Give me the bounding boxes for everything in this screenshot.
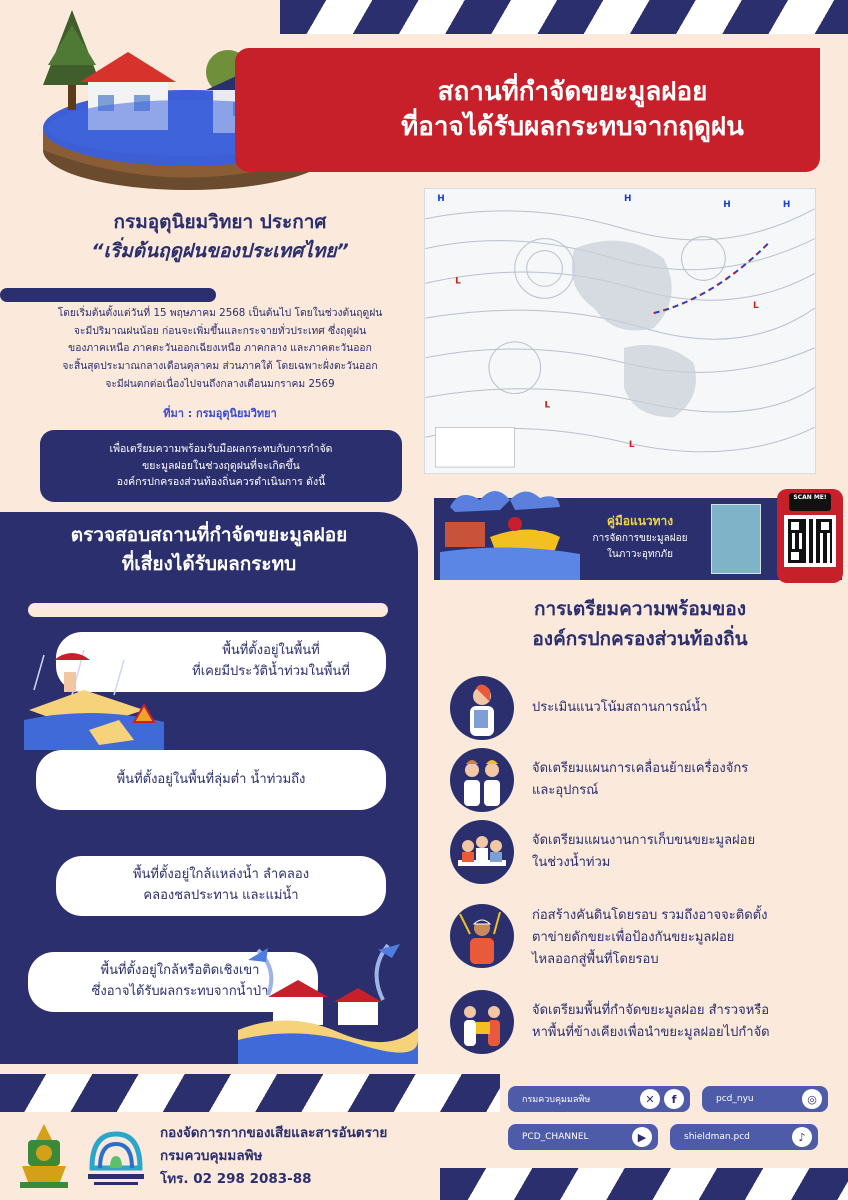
title-line-1: สถานที่กำจัดขยะมูลฝอย: [437, 76, 708, 107]
announcement-heading: [40, 208, 400, 265]
scan-me-label: SCAN ME!: [789, 493, 831, 511]
guide-title: คู่มือแนวทาง: [606, 514, 674, 528]
prep-item-text: [532, 898, 840, 978]
risk-heading-line-1: ตรวจสอบสถานที่กำจัดขยะมูลฝอย: [70, 524, 348, 546]
social-label: shieldman.pcd: [684, 1132, 750, 1142]
footer-stripe-banner: [0, 1074, 500, 1112]
prep-line: ไหลออกสู่พื้นที่โดยรอบ: [532, 952, 659, 968]
svg-text:L: L: [544, 400, 551, 411]
risk-item-text: พื้นที่ตั้งอยู่ใกล้หรือติดเชิงเขา: [100, 963, 260, 979]
prep-item-text: [532, 676, 840, 740]
body-line: จะมีปริมาณฝนน้อย ก่อนจะเพิ่มขึ้นและกระจายทั่วประเทศ ซึ่งฤดูฝน: [73, 324, 367, 337]
scan-me-qr[interactable]: [777, 489, 843, 583]
guide-text: [580, 512, 700, 563]
risk-item-text: พื้นที่ตั้งอยู่ในพื้นที่: [222, 643, 320, 659]
person-tablet-icon: [450, 676, 514, 740]
footer-organization: [160, 1122, 387, 1191]
prep-item-embankment: [450, 898, 840, 978]
qr-code-icon: [784, 515, 836, 567]
footer-department: กรมควบคุมมลพิษ: [160, 1147, 263, 1164]
prep-line: จัดเตรียมแผนงานการเก็บขนขยะมูลฝอย: [532, 832, 756, 848]
ministry-seal-logo: [14, 1122, 74, 1190]
announcement-heading-line-2: “เริ่มต้นฤดูฝนของประเทศไทย”: [91, 239, 349, 262]
prep-item-text: [532, 990, 840, 1054]
footer-stripe-banner-bottom: [440, 1168, 848, 1200]
guide-book-cover: [711, 504, 761, 574]
top-stripe-banner: [280, 0, 848, 34]
announcement-body: [20, 305, 420, 394]
flood-rain-illustration: [24, 650, 164, 750]
risk-item-text: ซึ่งอาจได้รับผลกระทบจากน้ำป่า: [91, 984, 269, 999]
social-label: กรมควบคุมมลพิษ: [522, 1095, 591, 1105]
prep-line: หาพื้นที่ข้างเคียงเพื่อนำขยะมูลฝอยไปกำจัด: [532, 1025, 770, 1040]
risk-section-heading: [0, 521, 418, 580]
prep-item-text: [532, 748, 840, 812]
prep-item-collection-plan: [450, 820, 840, 890]
prep-heading-line-1: การเตรียมความพร้อมของ: [534, 598, 746, 620]
prep-line: ในช่วงน้ำท่วม: [532, 855, 611, 870]
svg-text:L: L: [628, 440, 635, 451]
notice-line: เพื่อเตรียมความพร้อมรับมือผลกระทบกับการกำจัด: [109, 442, 333, 455]
prep-line: ตาข่ายดักขยะเพื่อป้องกันขยะมูลฝอย: [532, 929, 735, 945]
worker-icon: [450, 904, 514, 968]
rescue-boat-illustration: [440, 482, 580, 580]
risk-item-lowland: [36, 750, 386, 810]
body-line: ของภาคเหนือ ภาคตะวันออกเฉียงเหนือ ภาคกลาง และภาคตะวันออก: [68, 342, 372, 355]
footer-division: กองจัดการกากของเสียและสารอันตราย: [160, 1125, 388, 1141]
svg-text:H: H: [437, 193, 445, 204]
prep-heading-line-2: องค์กรปกครองส่วนท้องถิ่น: [532, 628, 748, 651]
body-line: จะสิ้นสุดประมาณกลางเดือนตุลาคม ส่วนภาคใต้ โดยเฉพาะฝั่งตะวันออก: [62, 360, 378, 373]
prep-item-equipment-plan: [450, 748, 840, 818]
main-title: [235, 48, 820, 172]
flash-flood-illustration: [238, 940, 418, 1064]
survey-team-icon: [450, 990, 514, 1054]
announcement-heading-line-1: กรมอุตุนิยมวิทยา ประกาศ: [113, 211, 327, 233]
social-instagram[interactable]: [702, 1086, 828, 1112]
prep-line: จัดเตรียมพื้นที่กำจัดขยะมูลฝอย สำรวจหรือ: [532, 1002, 770, 1018]
risk-item-text: พื้นที่ตั้งอยู่ใกล้แหล่งน้ำ ลำคลอง: [132, 867, 310, 883]
risk-item-near-water: [56, 856, 386, 916]
youtube-icon[interactable]: ▶: [632, 1127, 652, 1147]
svg-text:H: H: [723, 199, 731, 210]
social-youtube[interactable]: [508, 1124, 658, 1150]
svg-text:L: L: [455, 276, 461, 287]
source-credit: ที่มา : กรมอุตุนิยมวิทยา: [163, 407, 277, 420]
meeting-icon: [450, 820, 514, 884]
prep-item-text: [532, 820, 840, 884]
svg-text:H: H: [623, 193, 632, 204]
prep-item-assess-water: [450, 676, 840, 746]
title-line-2: ที่อาจได้รับผลกระทบจากฤดูฝน: [401, 112, 744, 142]
prep-line: และอุปกรณ์: [532, 783, 599, 798]
body-line: โดยเริ่มต้นตั้งแต่วันที่ 15 พฤษภาคม 2568 เป็นต้นไป โดยในช่วงต้นฤดูฝน: [57, 307, 383, 319]
risk-item-text: พื้นที่ตั้งอยู่ในพื้นที่ลุ่มต่ำ น้ำท่วมถึง: [116, 771, 306, 787]
risk-item-text: คลองชลประทาน และแม่น้ำ: [143, 888, 299, 903]
prep-item-disposal-area: [450, 990, 840, 1060]
preparation-notice: [40, 430, 402, 502]
facebook-icon[interactable]: f: [664, 1089, 684, 1109]
guide-subtitle: ในภาวะอุทกภัย: [606, 549, 673, 560]
divider-bar: [0, 288, 216, 302]
tiktok-icon[interactable]: ♪: [792, 1127, 812, 1147]
weather-map-image: [424, 188, 816, 474]
pcd-logo: [84, 1128, 148, 1190]
social-facebook-x[interactable]: [508, 1086, 690, 1112]
body-line: จะมีฝนตกต่อเนื่องไปจนถึงกลางเดือนมกราคม 2569: [105, 377, 335, 390]
svg-text:H: H: [782, 199, 791, 210]
social-label: pcd_nyu: [716, 1094, 754, 1104]
prep-line: จัดเตรียมแผนการเคลื่อนย้ายเครื่องจักร: [532, 760, 749, 776]
prep-line: ก่อสร้างคันดินโดยรอบ รวมถึงอาจจะติดตั้ง: [532, 907, 768, 923]
preparation-heading: [440, 594, 840, 655]
instagram-icon[interactable]: ◎: [802, 1089, 822, 1109]
prep-line: ประเมินแนวโน้มสถานการณ์น้ำ: [532, 699, 708, 715]
risk-item-text: ที่เคยมีประวัติน้ำท่วมในพื้นที่: [192, 664, 350, 679]
team-planning-icon: [450, 748, 514, 812]
svg-text:L: L: [753, 301, 759, 312]
guide-subtitle: การจัดการขยะมูลฝอย: [592, 533, 688, 544]
notice-line: องค์กรปกครองส่วนท้องถิ่นควรดำเนินการ ดังนี้: [116, 476, 326, 489]
divider-bar: [28, 603, 388, 617]
x-icon[interactable]: ✕: [640, 1089, 660, 1109]
footer-phone: โทร. 02 298 2083-88: [160, 1170, 312, 1187]
social-label: PCD_CHANNEL: [522, 1132, 589, 1142]
risk-heading-line-2: ที่เสี่ยงได้รับผลกระทบ: [121, 553, 297, 576]
notice-line: ขยะมูลฝอยในช่วงฤดูฝนที่จะเกิดขึ้น: [142, 459, 300, 472]
social-tiktok[interactable]: [670, 1124, 818, 1150]
